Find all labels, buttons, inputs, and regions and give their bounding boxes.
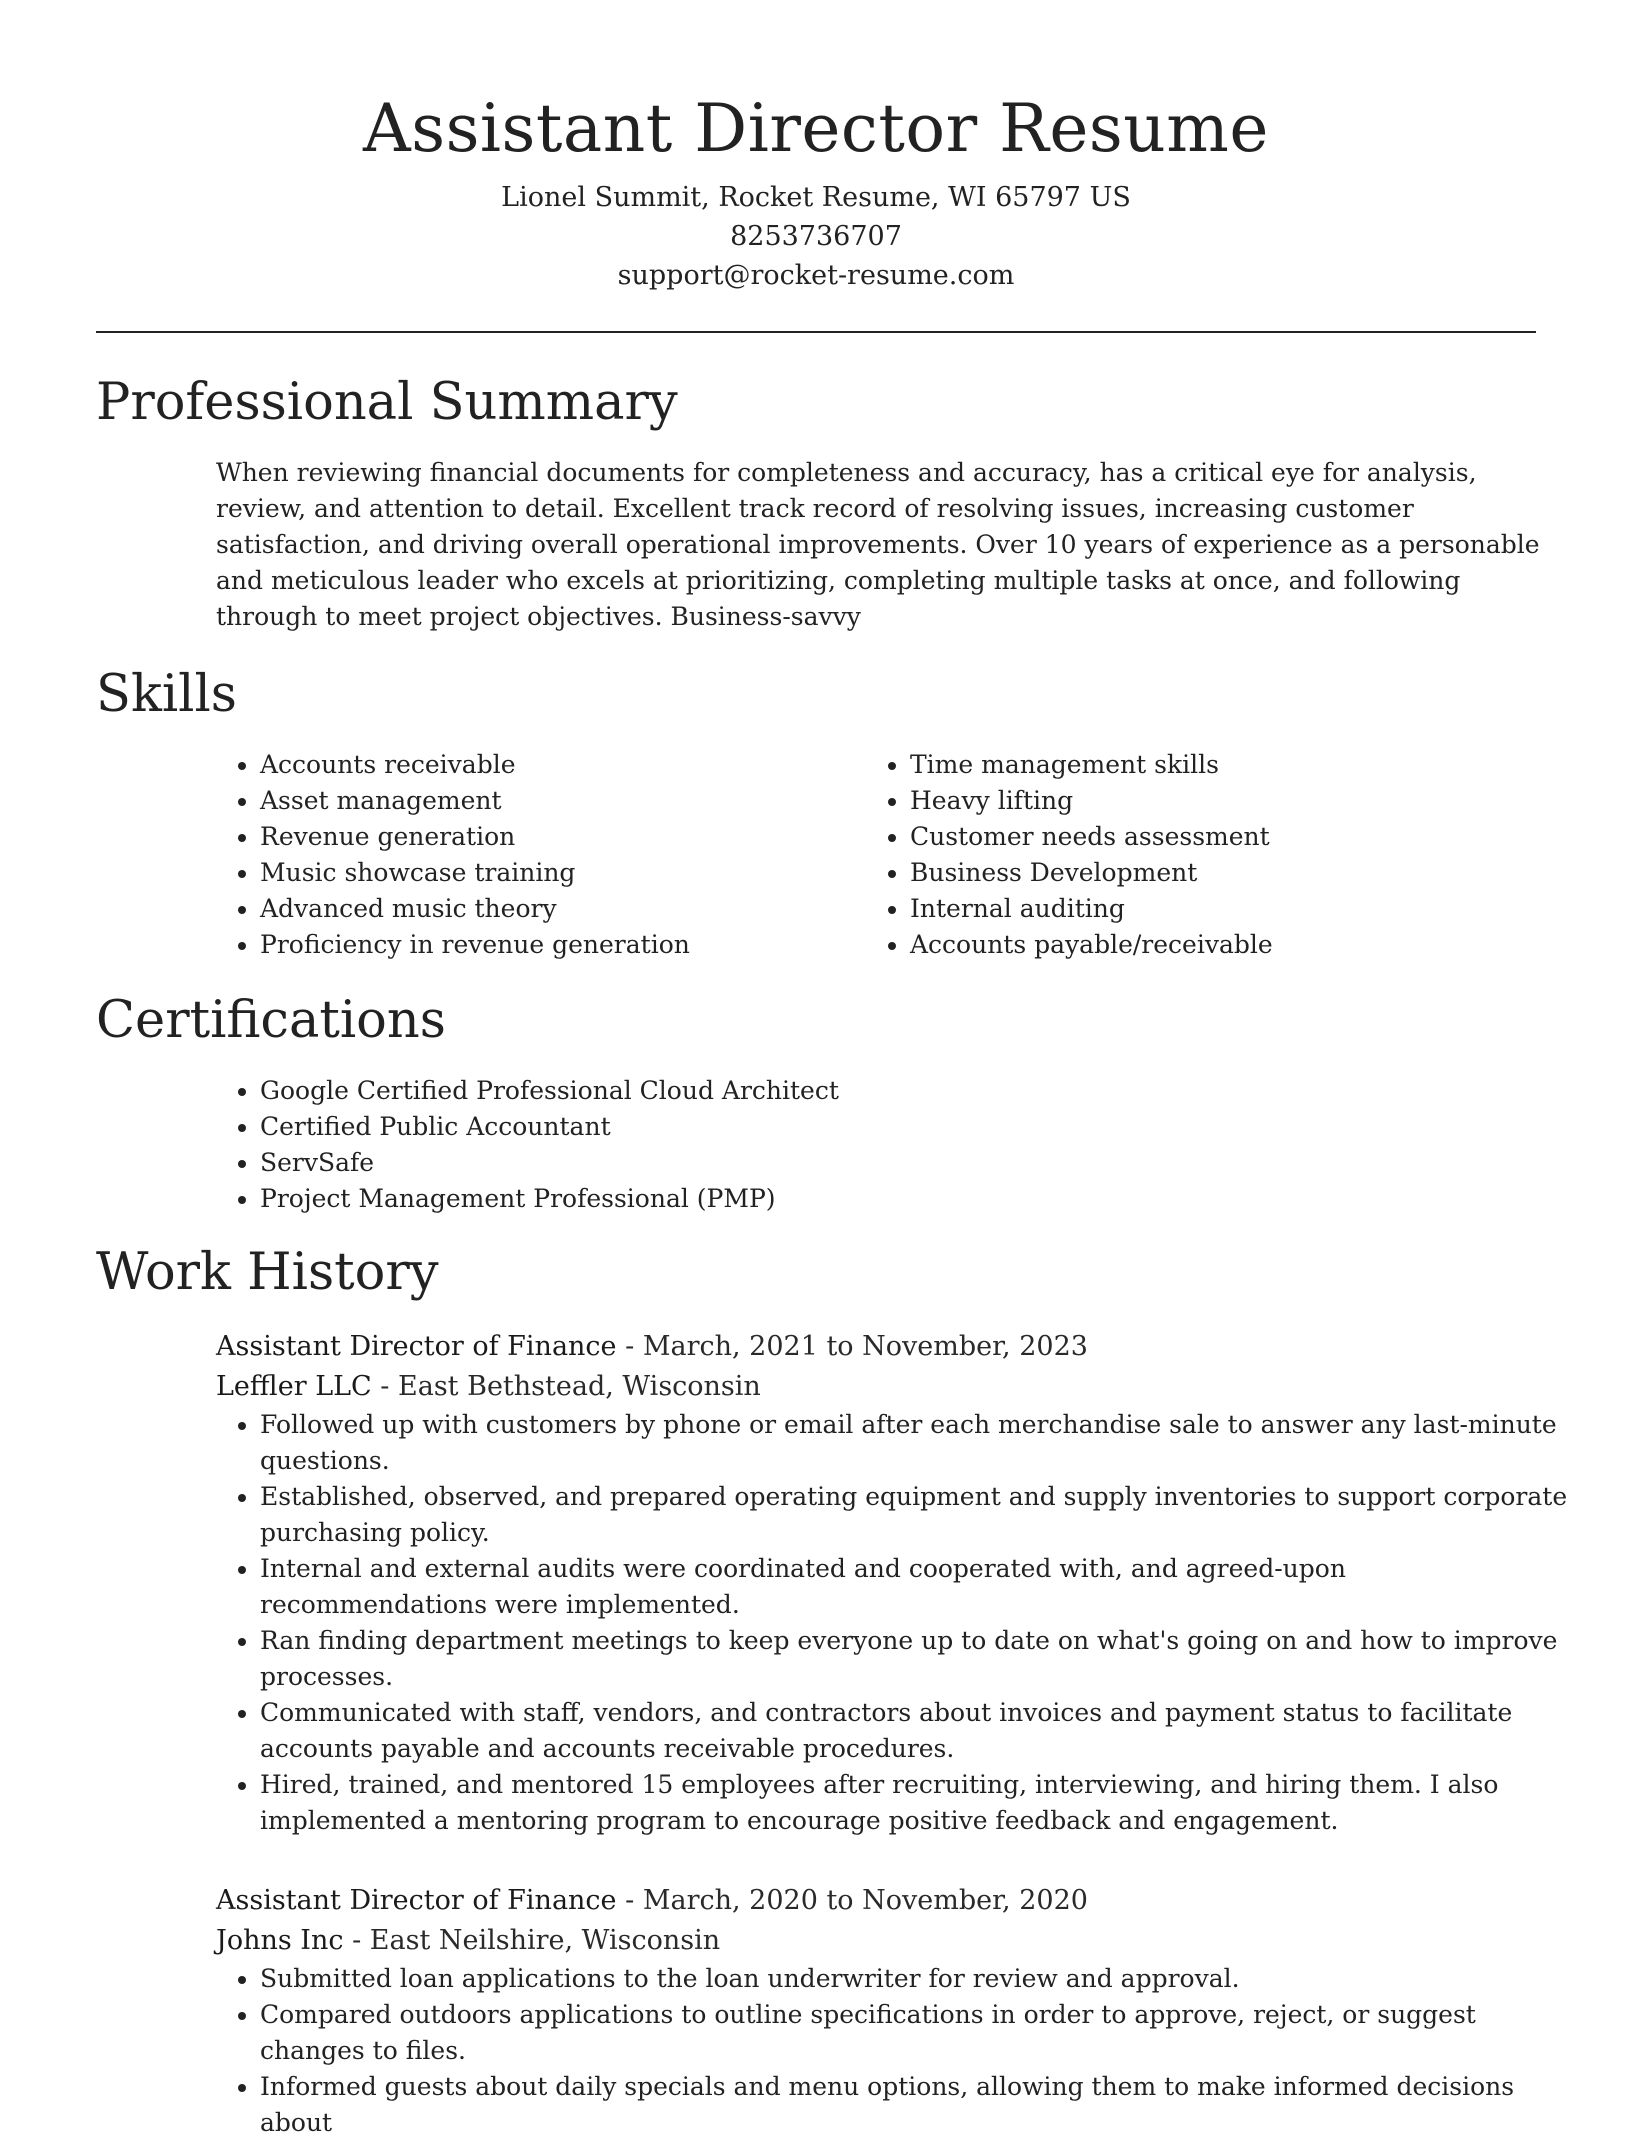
job-dates: March, 2020 to November, 2020 xyxy=(642,1885,1088,1916)
job-location: East Bethstead, Wisconsin xyxy=(398,1371,761,1402)
job-dates: March, 2021 to November, 2023 xyxy=(642,1331,1088,1362)
skill-item: • Advanced music theory xyxy=(260,891,866,927)
work-history-heading: Work History xyxy=(96,1243,439,1302)
certification-item: • ServSafe xyxy=(260,1145,1536,1181)
contact-block xyxy=(96,178,1536,295)
job-title-line xyxy=(216,1327,1536,1367)
job-entry xyxy=(216,1881,1536,2141)
job-bullet-list xyxy=(216,1407,1580,1839)
skill-item: • Revenue generation xyxy=(260,819,866,855)
job-bullet: • Followed up with customers by phone or email after each merchandise sale to answer any last-minute questions. xyxy=(260,1407,1580,1479)
job-bullet: • Submitted loan applications to the loan underwriter for review and approval. xyxy=(260,1961,1580,1997)
skill-item: • Asset management xyxy=(260,783,866,819)
certifications-section xyxy=(96,989,1536,1217)
certifications-list xyxy=(216,1073,1536,1217)
resume-page xyxy=(96,0,1568,2141)
certification-item: • Google Certified Professional Cloud Architect xyxy=(260,1073,1536,1109)
certifications-heading: Certifications xyxy=(96,991,446,1050)
job-separator: - xyxy=(616,1885,643,1916)
skill-item: • Business Development xyxy=(910,855,1516,891)
job-separator: - xyxy=(616,1331,643,1362)
summary-text: When reviewing financial documents for completeness and accuracy, has a critical eye for analysis, review, and attention to detail. Excellent track record of resolving issues, increasing customer satisfaction, and driving overall operational improvements. Over 10 years of experience as a personable and meticulous leader who excels at prioritizing, completing multiple tasks at once, and following through to meet project objectives. Business-savvy xyxy=(216,458,1540,631)
job-role: Assistant Director of Finance xyxy=(216,1331,617,1362)
job-separator: - xyxy=(343,1925,370,1956)
skill-item: • Music showcase training xyxy=(260,855,866,891)
job-bullet: • Communicated with staff, vendors, and contractors about invoices and payment status to facilitate accounts payable and accounts receivable procedures. xyxy=(260,1695,1580,1767)
summary-section xyxy=(96,371,1540,635)
job-company: Johns Inc xyxy=(216,1925,344,1956)
job-entry xyxy=(216,1327,1568,1839)
skills-section xyxy=(96,663,1536,963)
skills-columns xyxy=(216,747,1536,963)
job-bullet: • Hired, trained, and mentored 15 employees after recruiting, interviewing, and hiring them. I also implemented a mentoring program to encourage positive feedback and engagement. xyxy=(260,1767,1580,1839)
skill-item: • Customer needs assessment xyxy=(910,819,1516,855)
certification-item: • Certified Public Accountant xyxy=(260,1109,1536,1145)
job-bullet: • Ran finding department meetings to keep everyone up to date on what's going on and how to improve processes. xyxy=(260,1623,1580,1695)
skill-item: • Internal auditing xyxy=(910,891,1516,927)
summary-heading: Professional Summary xyxy=(96,373,678,432)
job-title-line xyxy=(216,1881,1536,1921)
contact-email: support@rocket-resume.com xyxy=(617,260,1015,291)
skills-list-left xyxy=(216,747,866,963)
job-bullet: • Internal and external audits were coordinated and cooperated with, and agreed-upon recommendations were implemented. xyxy=(260,1551,1580,1623)
skills-list-right xyxy=(866,747,1516,963)
job-bullet: • Established, observed, and prepared operating equipment and supply inventories to support corporate purchasing policy. xyxy=(260,1479,1580,1551)
skill-item: • Proficiency in revenue generation xyxy=(260,927,866,963)
job-bullet: • Compared outdoors applications to outline specifications in order to approve, reject, or suggest changes to files. xyxy=(260,1997,1580,2069)
skill-item: • Heavy lifting xyxy=(910,783,1516,819)
job-company-line xyxy=(216,1921,1536,1961)
work-history-section xyxy=(96,1241,1568,2141)
job-company-line xyxy=(216,1367,1536,1407)
skills-heading: Skills xyxy=(96,665,237,724)
job-bullet: • Informed guests about daily specials and menu options, allowing them to make informed decisions about xyxy=(260,2069,1580,2141)
job-role: Assistant Director of Finance xyxy=(216,1885,617,1916)
resume-header xyxy=(96,0,1536,295)
job-location: East Neilshire, Wisconsin xyxy=(369,1925,721,1956)
skill-item: • Accounts receivable xyxy=(260,747,866,783)
contact-address: Lionel Summit, Rocket Resume, WI 65797 US xyxy=(501,182,1131,213)
certifications-wrap xyxy=(216,1073,1536,1217)
certification-item: • Project Management Professional (PMP) xyxy=(260,1181,1536,1217)
job-company: Leffler LLC xyxy=(216,1371,372,1402)
header-divider xyxy=(96,331,1536,333)
skill-item: • Accounts payable/receivable xyxy=(910,927,1516,963)
skill-item: • Time management skills xyxy=(910,747,1516,783)
job-bullet-list xyxy=(216,1961,1580,2141)
job-separator: - xyxy=(371,1371,399,1402)
resume-title: Assistant Director Resume xyxy=(363,90,1269,167)
contact-phone: 8253736707 xyxy=(730,221,902,252)
